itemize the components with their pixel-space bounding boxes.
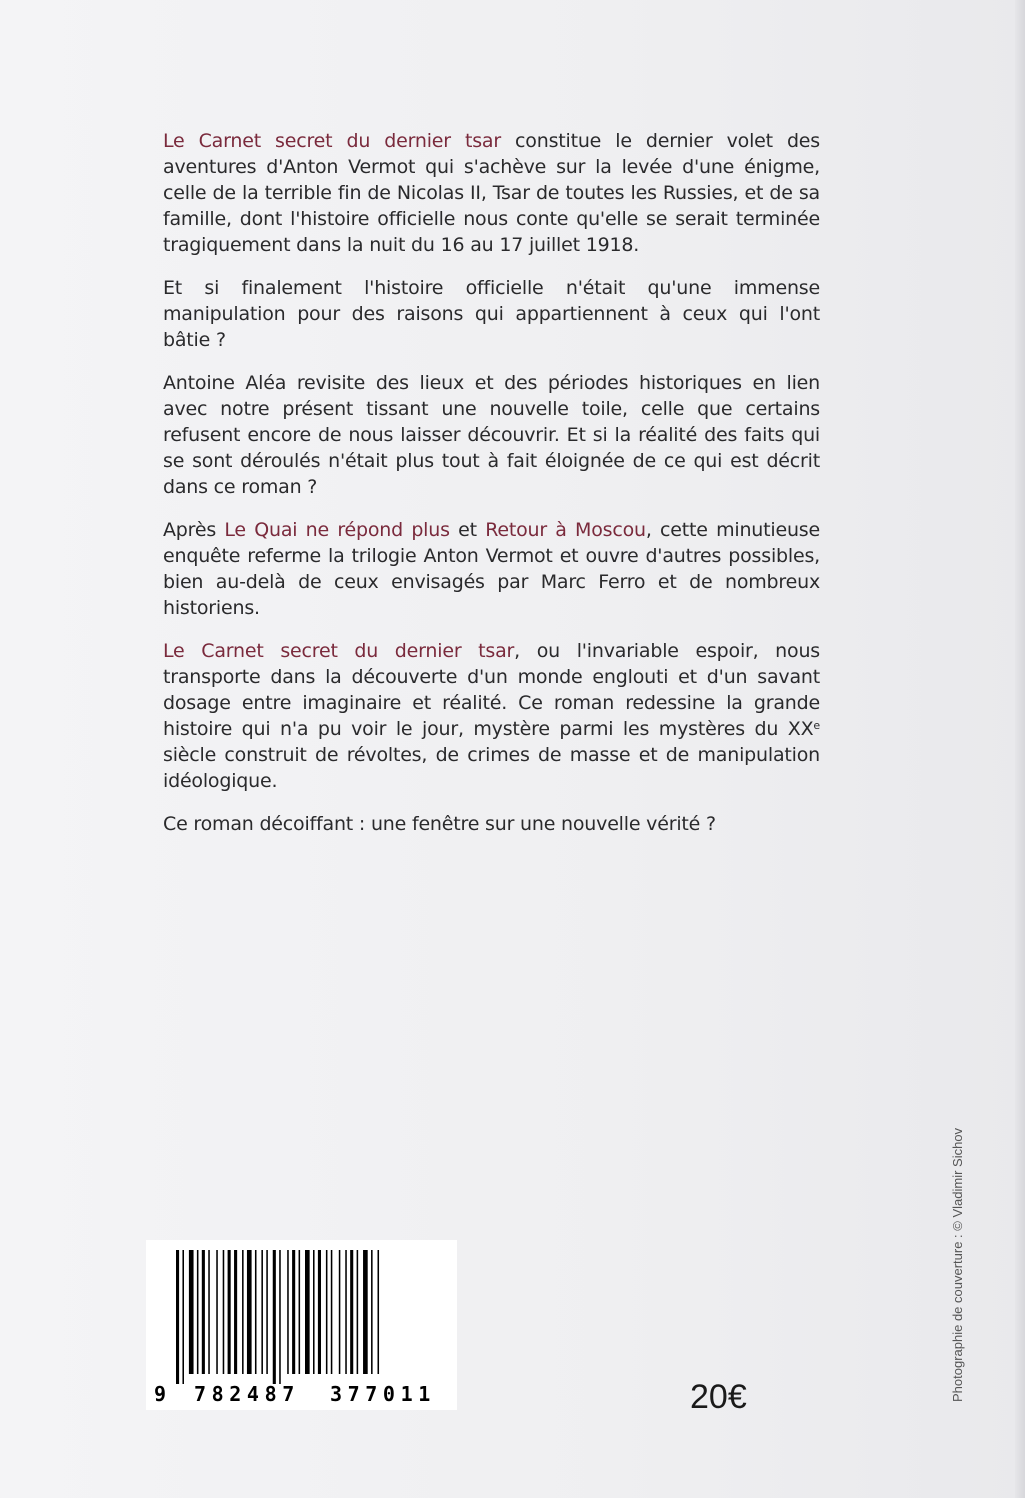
barcode-bar (378, 1250, 380, 1374)
barcode-digit-lead: 9 (154, 1382, 167, 1406)
barcode-bar (223, 1250, 225, 1374)
paragraph-text: , ou l'invariable espoir, nous transporte dans la découverte d'un monde englouti et d'un savant dosage entre imaginaire et réalité. Ce roman redessine la grande histoire qui n'a pu voir le jour, mystère parmi les mystères du XX (163, 640, 820, 740)
barcode-bar (261, 1250, 263, 1374)
photo-credit: Photographie de couverture : © Vladimir Sichov (950, 1127, 965, 1402)
barcode-icon (176, 1250, 438, 1384)
paragraph-text: et (449, 519, 486, 541)
price-label: 20€ (690, 1378, 747, 1416)
barcode-digits (152, 1380, 452, 1408)
blurb-paragraph (163, 275, 820, 353)
barcode-bar (279, 1250, 281, 1384)
book-title-reference: Le Carnet secret du dernier tsar (163, 640, 515, 662)
barcode-area (146, 1240, 457, 1410)
barcode-bar (339, 1250, 341, 1374)
barcode-bar (326, 1250, 328, 1374)
cover-edge (1015, 0, 1025, 1498)
barcode-bar (299, 1250, 301, 1374)
paragraph-text: siècle construit de révoltes, de crimes de masse et de manipulation idéologique. (163, 744, 820, 792)
barcode-bar (208, 1250, 210, 1374)
barcode-bar (228, 1250, 231, 1374)
barcode-bar (266, 1250, 268, 1374)
barcode-bar (305, 1250, 310, 1374)
barcode-bar (287, 1250, 289, 1374)
blurb-paragraph (163, 517, 820, 621)
superscript: e (813, 719, 820, 732)
barcode-bar (292, 1250, 295, 1374)
blurb-text (163, 128, 820, 854)
barcode-bar (176, 1250, 179, 1384)
barcode-bar (242, 1250, 244, 1374)
barcode-bar (255, 1250, 257, 1374)
barcode-bar (234, 1250, 237, 1374)
barcode-bar (189, 1250, 194, 1374)
barcode-bar (318, 1250, 321, 1374)
barcode-bar (182, 1250, 184, 1384)
barcode-bar (357, 1250, 359, 1374)
barcode-digits-right: 377011 (330, 1382, 436, 1406)
barcode-bar (331, 1250, 333, 1374)
paragraph-text: Antoine Aléa revisite des lieux et des périodes historiques en lien avec notre présent tissant une nouvelle toile, celle que certains refusent encore de nous laisser découvrir. Et si la réalité des faits qui se sont déroulés n'était plus tout à fait éloignée de ce qui est décrit dans ce roman ? (163, 372, 820, 498)
barcode-bar (363, 1250, 368, 1374)
book-title-reference: Retour à Moscou (485, 519, 646, 541)
paragraph-text: Et si finalement l'histoire officielle n'était qu'une immense manipulation pour des raisons qui appartiennent à ceux qui l'ont bâtie ? (163, 277, 820, 351)
barcode-digits-left: 782487 (194, 1382, 300, 1406)
blurb-paragraph (163, 128, 820, 258)
paragraph-text: , cette minutieuse enquête referme la trilogie Anton Vermot et ouvre d'autres possibles, bien au-delà de ceux envisagés par Marc Ferro et de nombreux historiens. (163, 519, 820, 619)
blurb-paragraph (163, 811, 820, 837)
barcode-bar (313, 1250, 315, 1374)
barcode-bar (247, 1250, 252, 1374)
barcode-bar (197, 1250, 199, 1374)
barcode-bar (345, 1250, 347, 1374)
blurb-paragraph (163, 370, 820, 500)
barcode-bar (216, 1250, 218, 1374)
book-title-reference: Le Carnet secret du dernier tsar (163, 130, 501, 152)
paragraph-text: Ce roman décoiffant : une fenêtre sur une nouvelle vérité ? (163, 813, 716, 835)
paragraph-text: Après (163, 519, 225, 541)
barcode-bar (273, 1250, 276, 1384)
barcode-bar (202, 1250, 205, 1374)
barcode-bar (350, 1250, 353, 1374)
barcode-bar (371, 1250, 373, 1374)
paragraph-text: constitue le dernier volet des aventures d'Anton Vermot qui s'achève sur la levée d'une énigme, celle de la terrible fin de Nicolas II, Tsar de toutes les Russies, et de sa famille, dont l'histoire officielle nous conte qu'elle se serait terminée tragiquement dans la nuit du 16 au 17 juillet 1918. (163, 130, 820, 256)
blurb-paragraph (163, 638, 820, 794)
book-title-reference: Le Quai ne répond plus (224, 519, 450, 541)
